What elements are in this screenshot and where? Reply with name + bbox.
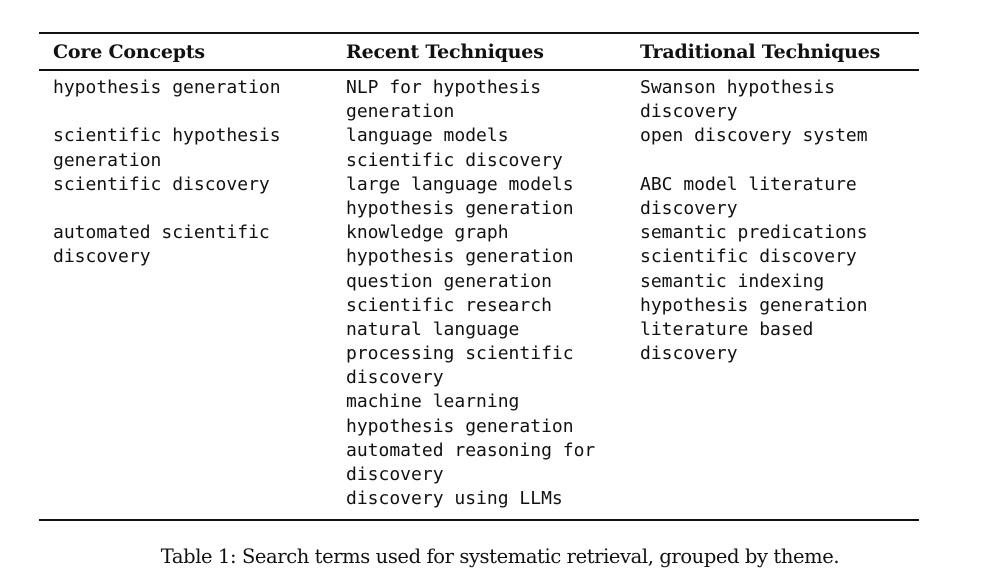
traditional-techniques-line: literature based	[640, 318, 814, 340]
header-recent-techniques: Recent Techniques	[346, 40, 544, 63]
core-concepts-line: hypothesis generation	[53, 77, 281, 98]
core-concepts-line: discovery	[53, 246, 151, 268]
core-concepts-line: scientific hypothesis	[53, 125, 281, 147]
recent-techniques-line: discovery	[346, 367, 444, 389]
recent-techniques-line: scientific research	[346, 294, 552, 316]
recent-techniques-line: hypothesis generation	[346, 415, 574, 437]
table-header-row	[39, 34, 919, 69]
traditional-techniques-line: open discovery system	[640, 125, 868, 147]
table-caption: Table 1: Search terms used for systematic retrieval, grouped by theme.	[160, 545, 840, 568]
column-recent-techniques	[346, 76, 631, 511]
core-concepts-line: scientific discovery	[53, 173, 270, 195]
recent-techniques-line: language models	[346, 125, 509, 147]
core-concepts-line	[53, 100, 338, 124]
traditional-techniques-line: semantic indexing	[640, 270, 825, 292]
header-core-concepts: Core Concepts	[53, 40, 205, 63]
column-core-concepts	[53, 76, 338, 270]
traditional-techniques-line: ABC model literature	[640, 173, 857, 195]
header-traditional-techniques: Traditional Techniques	[640, 40, 881, 63]
recent-techniques-line: discovery	[346, 464, 444, 485]
recent-techniques-line: hypothesis generation	[346, 197, 574, 219]
traditional-techniques-line: semantic predications	[640, 222, 868, 244]
search-terms-table	[39, 32, 919, 521]
column-traditional-techniques	[640, 76, 915, 366]
recent-techniques-line: knowledge graph	[346, 222, 509, 244]
core-concepts-line: generation	[53, 149, 162, 171]
recent-techniques-line: natural language	[346, 318, 520, 340]
recent-techniques-line: large language models	[346, 173, 574, 195]
table-bottom-rule	[39, 519, 919, 521]
recent-techniques-line: hypothesis generation	[346, 246, 574, 268]
recent-techniques-line: NLP for hypothesis	[346, 77, 542, 98]
core-concepts-line	[53, 197, 338, 221]
table-body	[39, 71, 919, 519]
traditional-techniques-line: hypothesis generation	[640, 294, 868, 316]
traditional-techniques-line: Swanson hypothesis	[640, 77, 836, 98]
recent-techniques-line: generation	[346, 101, 455, 123]
traditional-techniques-line: discovery	[640, 101, 738, 123]
recent-techniques-line: automated reasoning for	[346, 439, 596, 461]
traditional-techniques-line	[640, 149, 915, 173]
recent-techniques-line: processing scientific	[346, 343, 574, 365]
recent-techniques-line: machine learning	[346, 391, 520, 413]
core-concepts-line: automated scientific	[53, 222, 270, 244]
traditional-techniques-line: scientific discovery	[640, 246, 857, 268]
recent-techniques-line: scientific discovery	[346, 149, 563, 171]
traditional-techniques-line: discovery	[640, 343, 738, 365]
traditional-techniques-line: discovery	[640, 197, 738, 219]
recent-techniques-line: discovery using LLMs	[346, 488, 563, 510]
recent-techniques-line: question generation	[346, 270, 552, 292]
